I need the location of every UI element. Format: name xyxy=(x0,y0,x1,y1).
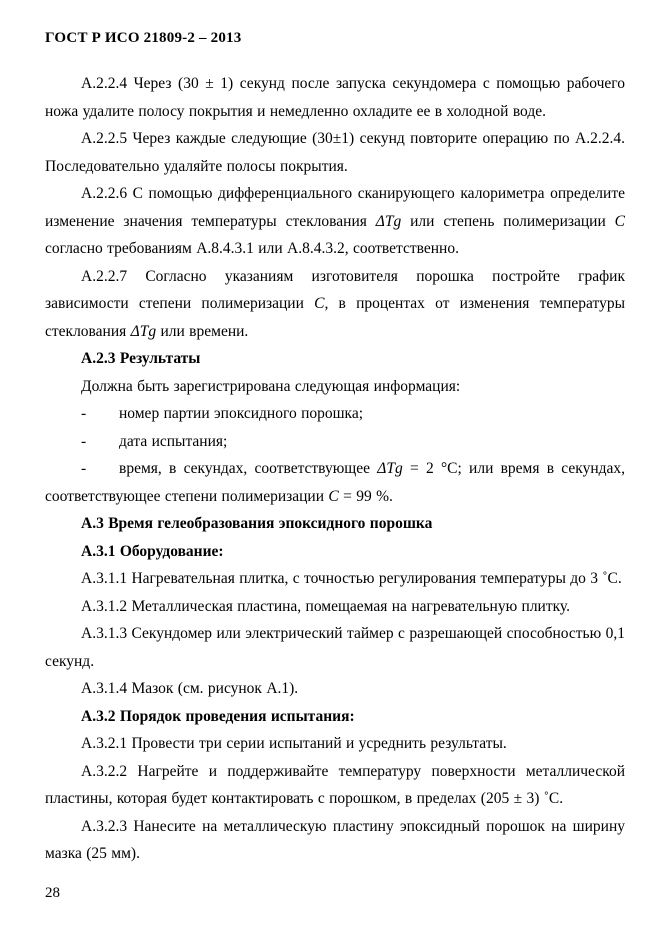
paragraph xyxy=(45,593,625,621)
text-run: А.3.1.1 Нагревательная плитка, с точностью регулирования температуры до 3 ˚С. xyxy=(81,570,622,587)
italic-text-run: С, xyxy=(314,295,329,312)
list-marker: - xyxy=(81,460,87,477)
text-run: А.3.1.3 Секундомер или электрический таймер с разрешающей способностью 0,1 секунд. xyxy=(45,625,625,670)
text-run: или степень полимеризации xyxy=(401,212,615,230)
section-heading xyxy=(45,510,625,538)
text-run: согласно требованиям А.8.4.3.1 или А.8.4.3.2, соответственно. xyxy=(45,240,459,257)
text-run: А.3 Время гелеобразования эпоксидного порошка xyxy=(81,515,433,532)
text-run: А.3.2 Порядок проведения испытания: xyxy=(81,707,355,725)
page-number: 28 xyxy=(45,885,60,901)
text-run: или времени. xyxy=(156,322,249,340)
text-run: А.3.2.3 Нанесите на металлическую пластину эпоксидный порошок на ширину мазка (25 мм). xyxy=(45,817,625,862)
list-item xyxy=(45,455,625,510)
text-run: А.2.2.7 Согласно указаниям изготовителя порошка постройте график зависимости степени полимеризации xyxy=(45,267,625,312)
section-heading xyxy=(45,345,625,373)
italic-text-run: ΔTg xyxy=(375,212,402,230)
italic-text-run: ΔTg xyxy=(377,460,403,477)
text-run: дата испытания; xyxy=(119,432,228,450)
text-run: А.2.3 Результаты xyxy=(81,350,201,367)
text-run: А.2.2.4 Через (30 ± 1) секунд после запуска секундомера с помощью рабочего ножа удалите полосу покрытия и немедленно охладите ее в холодной воде. xyxy=(45,75,625,120)
section-heading xyxy=(45,538,625,566)
list-marker: - xyxy=(81,405,87,422)
paragraph xyxy=(45,180,625,263)
document-body xyxy=(45,70,625,868)
paragraph xyxy=(45,730,625,758)
text-run: А.2.2.6 С помощью дифференциального сканирующего калориметра определите изменение значения температуры стеклования xyxy=(45,185,625,230)
italic-text-run: ΔTg xyxy=(130,322,157,340)
list-item xyxy=(45,400,625,428)
text-run: в процентах от изменения температуры стеклования xyxy=(45,295,625,340)
text-run: А.3.1 Оборудование: xyxy=(81,542,224,560)
text-run: номер партии эпоксидного порошка; xyxy=(119,405,364,422)
paragraph xyxy=(45,675,625,703)
list-item xyxy=(45,428,625,456)
paragraph xyxy=(45,620,625,675)
text-run: А.2.2.5 Через каждые следующие (30±1) секунд повторите операцию по А.2.2.4. Последовательно удаляйте полосы покрытия. xyxy=(45,130,625,175)
paragraph xyxy=(45,125,625,180)
paragraph xyxy=(45,813,625,868)
document-header: ГОСТ Р ИСО 21809-2 – 2013 xyxy=(45,30,242,46)
paragraph xyxy=(45,565,625,593)
text-run: время, в секундах, соответствующее xyxy=(119,460,378,477)
list-marker: - xyxy=(81,432,87,450)
text-run: А.3.2.2 Нагрейте и поддерживайте температуру поверхности металлической пластины, которая будет контактировать с порошком, в пределах (205 ± 3) ˚С. xyxy=(45,762,625,807)
paragraph xyxy=(45,70,625,125)
paragraph xyxy=(45,758,625,813)
paragraph xyxy=(45,373,625,401)
text-run: А.3.2.1 Провести три серии испытаний и усреднить результаты. xyxy=(81,735,507,752)
section-heading xyxy=(45,703,625,731)
text-run: = 2 °С; или время в секундах, соответствующее степени полимеризации xyxy=(45,460,625,505)
text-run: Должна быть зарегистрирована следующая информация: xyxy=(81,377,461,395)
italic-text-run: С xyxy=(328,487,339,505)
paragraph xyxy=(45,263,625,346)
italic-text-run: С xyxy=(614,212,626,230)
text-run: А.3.1.2 Металлическая пластина, помещаемая на нагревательную плитку. xyxy=(81,597,571,615)
text-run: = 99 %. xyxy=(338,487,393,505)
text-run: А.3.1.4 Мазок (см. рисунок А.1). xyxy=(81,680,299,697)
